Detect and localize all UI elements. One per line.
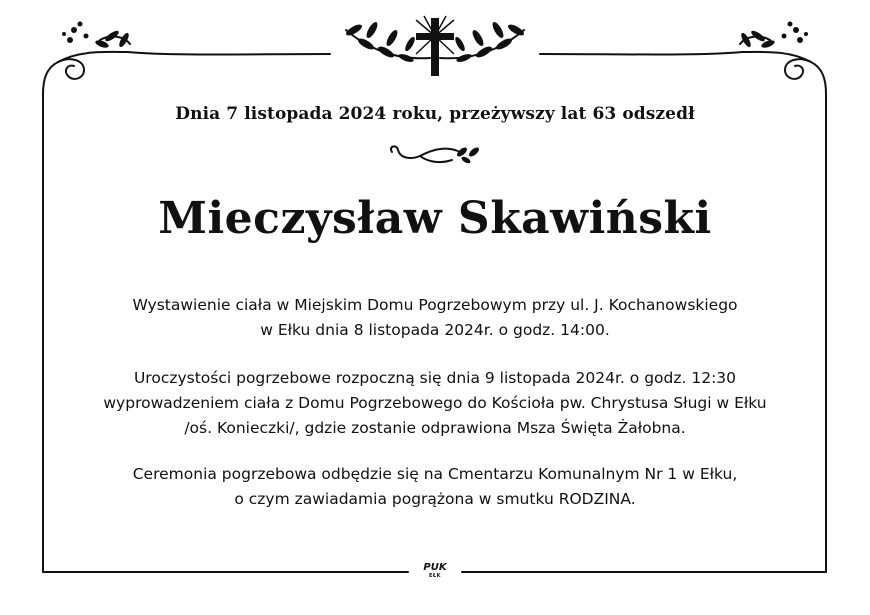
burial-line: Ceremonia pogrzebowa odbędzie się na Cmentarzu Komunalnym Nr 1 w Ełku, [132,465,738,483]
ceremony-line: Uroczystości pogrzebowe rozpoczną się dnia 9 listopada 2024r. o godz. 12:30 [133,369,737,387]
ceremony-line: wyprowadzeniem ciała z Domu Pogrzebowego do Kościoła pw. Chrystusa Sługi w Ełku [103,394,767,412]
burial-paragraph [40,462,830,512]
ceremony-paragraph [40,366,830,441]
death-date-headline: Dnia 7 listopada 2024 roku, przeżywszy lat 63 odszedł [175,104,695,124]
ceremony-line: /oś. Konieczki/, gdzie zostanie odprawiona Msza Święta Żałobna. [184,419,686,437]
deceased-name: Mieczysław Skawiński [158,193,712,244]
viewing-line: Wystawienie ciała w Miejskim Domu Pogrzebowym przy ul. J. Kochanowskiego [132,296,738,314]
puk-logo [412,562,458,579]
viewing-line: w Ełku dnia 8 listopada 2024r. o godz. 14:00. [260,321,610,339]
logo-line-1: PUK [423,562,447,573]
viewing-paragraph [40,293,830,343]
logo-line-2: EŁK [428,573,441,579]
burial-line: o czym zawiadamia pogrążona w smutku RODZINA. [234,490,636,508]
cross-icon [416,16,454,76]
